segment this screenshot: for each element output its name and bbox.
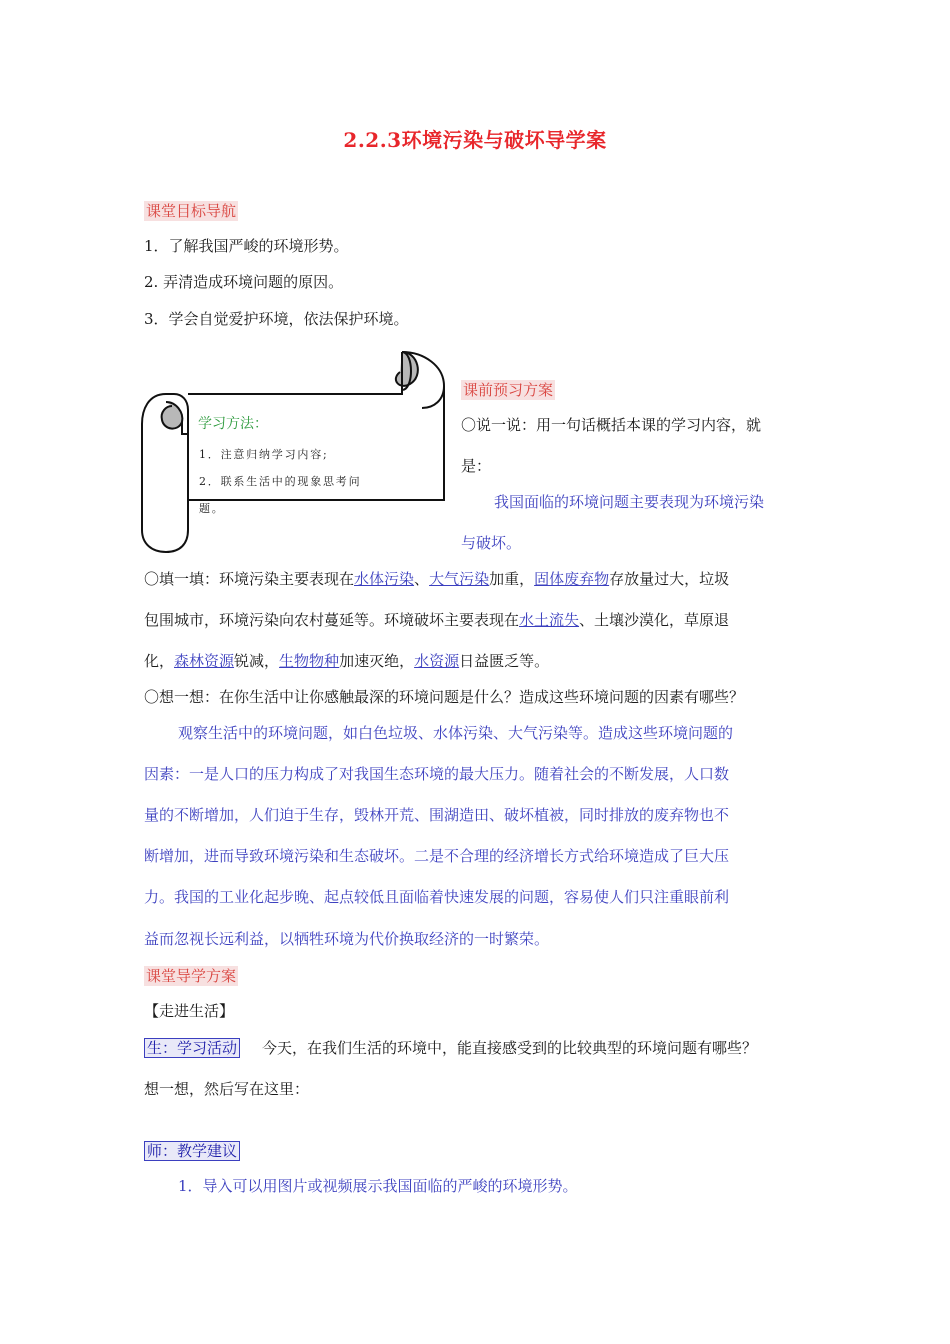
section-heading-goals: [144, 200, 238, 221]
section-heading-label: 课堂导学方案: [146, 967, 237, 985]
say-answer-line-2: 与破坏。: [461, 534, 522, 552]
scroll-line-1: 1．注意归纳学习内容;: [199, 448, 329, 461]
fill-line-3: [144, 651, 549, 671]
fill-answer: 大气污染: [429, 570, 490, 588]
page-title: 2.2.3环境污染与破坏导学案: [343, 128, 607, 152]
fill-text: 包围城市，环境污染向农村蔓延等。环境破坏主要表现在: [144, 611, 520, 629]
say-question-line-2: 是：: [461, 457, 492, 475]
fill-answer: 森林资源: [174, 652, 235, 670]
think-answer-line-2: 因素：一是人口的压力构成了对我国生态环境的最大压力。随着社会的不断发展，人口数: [144, 765, 730, 783]
think-answer-line-6: 益而忽视长远利益，以牺牲环境为代价换取经济的一时繁荣。: [144, 930, 550, 948]
teacher-suggestion-row: [144, 1140, 240, 1161]
teacher-item-1: 1．导入可以用图片或视频展示我国面临的严峻的环境形势。: [178, 1177, 578, 1195]
section-heading-label: 课堂目标导航: [146, 202, 237, 220]
goal-item-2: 2. 弄清造成环境问题的原因。: [144, 273, 344, 291]
think-answer-line-5: 力。我国的工业化起步晚、起点较低且面临着快速发展的问题，容易使人们只注重眼前利: [144, 888, 730, 906]
student-tag: 生：学习活动: [144, 1038, 240, 1058]
scroll-title: 学习方法：: [198, 416, 268, 432]
think-question: 〇想一想：在你生活中让你感触最深的环境问题是什么？造成这些环境问题的因素有哪些？: [144, 688, 745, 706]
fill-answer: 固体废弃物: [534, 570, 610, 588]
goal-item-3: 3．学会自觉爱护环境，依法保护环境。: [144, 310, 409, 328]
section-heading-preview: [461, 379, 555, 400]
fill-text: 、土壤沙漠化，草原退: [579, 611, 730, 629]
fill-text: 化，: [144, 652, 175, 670]
student-activity-row: [144, 1037, 240, 1058]
goal-item-1: 1．了解我国严峻的环境形势。: [144, 237, 349, 255]
fill-text: ：环境污染主要表现在: [204, 570, 355, 588]
fill-answer: 水体污染: [354, 570, 415, 588]
fill-label: 〇填一填: [144, 570, 205, 588]
fill-text: 存放量过大，垃圾: [609, 570, 730, 588]
think-answer-line-3: 量的不断增加，人们迫于生存，毁林开荒、围湖造田、破坏植被，同时排放的废弃物也不: [144, 806, 730, 824]
section-heading-label: 课前预习方案: [463, 381, 554, 399]
say-question-line-1: 〇说一说：用一句话概括本课的学习内容，就: [461, 416, 762, 434]
fill-line-1: [144, 569, 729, 589]
fill-answer: 水资源: [414, 652, 460, 670]
fill-answer: 生物物种: [279, 652, 340, 670]
section-heading-guide: [144, 965, 238, 986]
subheading-life: 【走进生活】: [144, 1002, 235, 1020]
think-answer-line-1: 观察生活中的环境问题，如白色垃圾、水体污染、大气污染等。造成这些环境问题的: [178, 724, 734, 742]
fill-answer: 水土流失: [519, 611, 580, 629]
teacher-tag: 师：教学建议: [144, 1141, 240, 1161]
student-question-line-2: 想一想，然后写在这里：: [144, 1080, 310, 1098]
fill-text: 锐减，: [234, 652, 280, 670]
student-question-line-1: 今天，在我们生活的环境中，能直接感受到的比较典型的环境问题有哪些？: [262, 1039, 758, 1057]
say-answer-line-1: 我国面临的环境问题主要表现为环境污染: [494, 493, 765, 511]
fill-line-2: [144, 610, 729, 630]
fill-text: 、: [414, 570, 430, 588]
fill-text: 加重，: [489, 570, 535, 588]
think-answer-line-4: 断增加，进而导致环境污染和生态破坏。二是不合理的经济增长方式给环境造成了巨大压: [144, 847, 730, 865]
scroll-line-2: 2．联系生活中的现象思考问: [199, 475, 362, 488]
fill-text: 日益匮乏等。: [459, 652, 550, 670]
scroll-line-3: 题。: [199, 502, 225, 515]
fill-text: 加速灭绝，: [339, 652, 415, 670]
